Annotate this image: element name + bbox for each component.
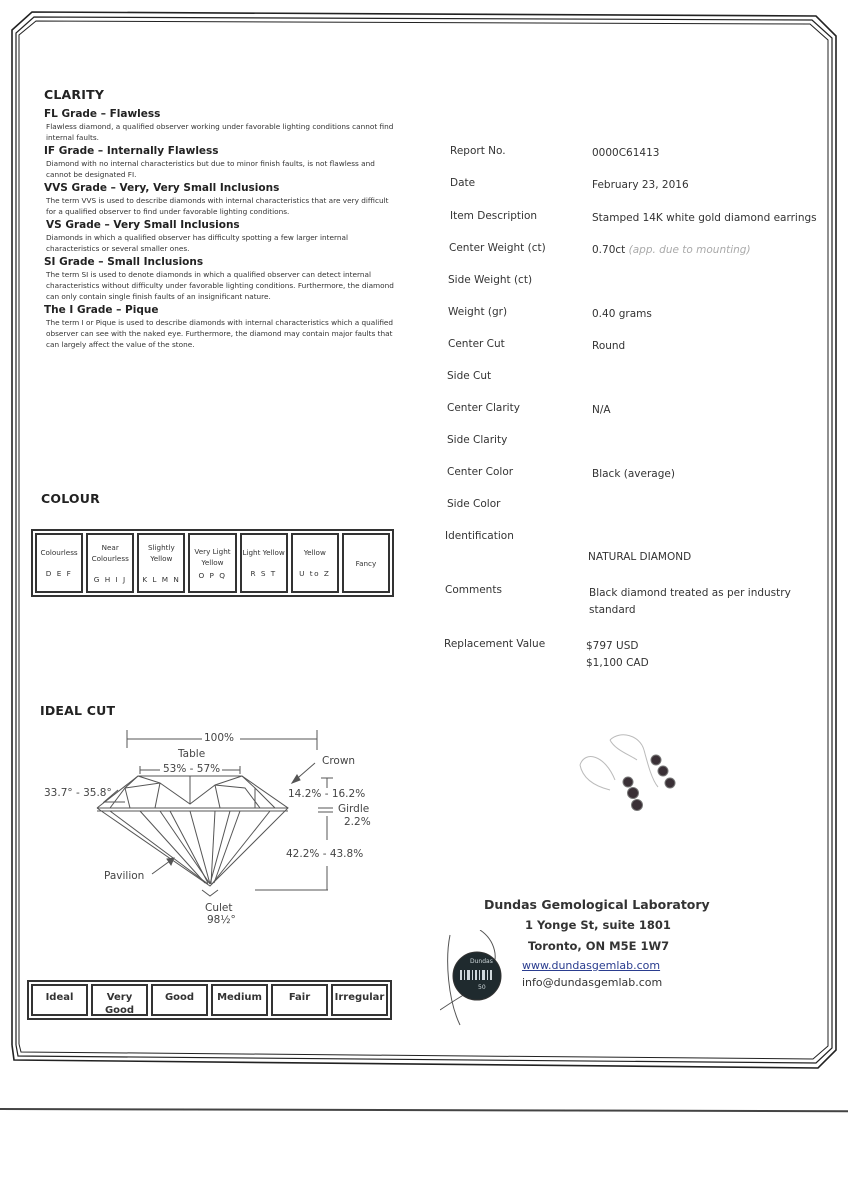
colour-name: Near Colourless xyxy=(91,542,129,563)
grade-description: The term VVS is used to describe diamonds with internal characteristics that are very difficult for a qualified observer to find under favorable lighting conditions. xyxy=(46,196,389,216)
table-range-label: 53% - 57% xyxy=(163,763,221,775)
colour-grades: R S T xyxy=(250,569,277,578)
ideal-cut-diagram xyxy=(30,728,400,928)
field-label: Center Clarity xyxy=(447,402,520,414)
lab-name: Dundas Gemological Laboratory xyxy=(484,897,710,912)
colour-cell-slightly-yellow xyxy=(137,533,185,593)
grade-title: VVS Grade – Very, Very Small Inclusions xyxy=(44,182,280,194)
seal-number: 50 xyxy=(478,984,486,991)
field-value: Stamped 14K white gold diamond earrings xyxy=(592,212,817,224)
field-label: Center Weight (ct) xyxy=(449,242,546,254)
clarity-grade-i xyxy=(44,304,394,350)
seal-hologram-icon xyxy=(440,930,530,1030)
field-label: Side Cut xyxy=(447,370,492,382)
ideal-cut-heading: IDEAL CUT xyxy=(40,703,116,718)
colour-scale-table xyxy=(31,529,394,597)
clarity-grade-vvs xyxy=(44,182,394,217)
colour-name: Fancy xyxy=(355,558,377,568)
lab-website-link[interactable]: www.dundasgemlab.com xyxy=(522,959,661,972)
colour-grades: K L M N xyxy=(142,574,181,584)
colour-grades: U to Z xyxy=(299,569,331,578)
crown-angle-label: 33.7° - 35.8° xyxy=(44,787,112,799)
grade-description: Diamonds in which a qualified observer has difficulty spotting a few larger internal characteristics or several smaller ones. xyxy=(46,233,349,253)
clarity-grade-vs xyxy=(44,219,394,254)
field-label: Center Cut xyxy=(448,338,505,350)
colour-name: Colourless xyxy=(40,548,78,557)
field-label: Side Color xyxy=(447,498,501,510)
colour-cell-colourless xyxy=(35,533,83,593)
colour-grades: D E F xyxy=(45,569,73,578)
colour-heading: COLOUR xyxy=(41,491,100,506)
clarity-grade-if xyxy=(44,145,394,180)
field-label: Replacement Value xyxy=(444,638,546,650)
colour-cell-light-yellow xyxy=(240,533,288,593)
cut-grade-table xyxy=(27,980,392,1020)
cut-grade-ideal: Ideal xyxy=(31,984,88,1016)
cut-grade-medium: Medium xyxy=(211,984,268,1016)
cut-grade-good: Good xyxy=(151,984,208,1016)
cut-grade-fair: Fair xyxy=(271,984,328,1016)
colour-cell-near-colourless xyxy=(86,533,134,593)
field-value xyxy=(592,242,832,259)
total-width-label: 100% xyxy=(204,732,235,744)
grade-title: IF Grade – Internally Flawless xyxy=(44,145,219,157)
earrings-photo xyxy=(570,725,690,845)
center-weight-value: 0.70ct xyxy=(592,244,626,256)
grade-title: The I Grade – Pique xyxy=(44,304,159,316)
field-label: Weight (gr) xyxy=(448,306,508,318)
field-value: Black (average) xyxy=(592,468,675,480)
hologram-seal xyxy=(440,930,530,1030)
culet-label: Culet xyxy=(205,902,233,914)
grade-description: The term SI is used to denote diamonds in which a qualified observer can detect internal characteristics without difficulty under favorable lighting conditions. Furthermore, the diamond can only contain single finish faults of an insignificant nature. xyxy=(46,270,394,301)
field-value: Round xyxy=(592,340,626,352)
earrings-image-icon xyxy=(570,725,690,845)
grade-title: VS Grade – Very Small Inclusions xyxy=(46,219,240,231)
girdle-label: Girdle xyxy=(338,803,370,815)
lab-address-line1: 1 Yonge St, suite 1801 xyxy=(525,918,671,932)
field-value-secondary: $1,100 CAD xyxy=(586,657,649,669)
crown-height-label: 14.2% - 16.2% xyxy=(288,788,366,800)
clarity-grade-fl xyxy=(44,108,394,143)
colour-grades: O P Q xyxy=(198,570,227,580)
colour-name: Slightly Yellow xyxy=(147,542,175,563)
colour-cell-yellow xyxy=(291,533,339,593)
field-label: Report No. xyxy=(450,145,506,157)
pavilion-depth-label: 42.2% - 43.8% xyxy=(286,848,364,860)
clarity-grades xyxy=(44,108,394,352)
colour-grades: G H I J xyxy=(93,574,127,584)
colour-name: Light Yellow xyxy=(242,548,285,557)
field-label: Date xyxy=(450,177,476,189)
scan-edge-line xyxy=(0,1108,848,1112)
colour-cell-very-light-yellow xyxy=(188,533,236,593)
field-label: Side Clarity xyxy=(447,434,508,446)
field-value: $797 USD xyxy=(586,640,639,652)
field-value: February 23, 2016 xyxy=(592,179,689,191)
field-value: 0000C61413 xyxy=(592,147,660,159)
cut-grade-irregular: Irregular xyxy=(331,984,388,1016)
field-value: 0.40 grams xyxy=(592,308,652,320)
grade-description: Diamond with no internal characteristics but due to minor finish faults, is not flawless and cannot be designated FI. xyxy=(46,159,375,179)
colour-name: Yellow xyxy=(303,548,326,557)
field-label: Item Description xyxy=(450,210,538,222)
field-value: NATURAL DIAMOND xyxy=(588,551,692,563)
grade-description: Flawless diamond, a qualified observer working under favorable lighting conditions cannot find internal faults. xyxy=(46,122,394,142)
lab-email: info@dundasgemlab.com xyxy=(522,976,663,989)
field-label: Identification xyxy=(445,530,514,542)
lab-address-line2: Toronto, ON M5E 1W7 xyxy=(528,939,670,953)
pavilion-label: Pavilion xyxy=(104,870,145,882)
clarity-heading: CLARITY xyxy=(44,87,105,102)
seal-text: Dundas xyxy=(470,958,493,965)
field-label: Center Color xyxy=(447,466,514,478)
grade-title: FL Grade – Flawless xyxy=(44,108,161,120)
field-value: N/A xyxy=(592,404,611,416)
field-label: Side Weight (ct) xyxy=(448,274,533,286)
girdle-value-label: 2.2% xyxy=(344,816,371,828)
field-value: Black diamond treated as per industry standard xyxy=(589,587,791,616)
cut-grade-very-good: Very Good xyxy=(91,984,148,1016)
grade-description: The term I or Pique is used to describe diamonds with internal characteristics which a qualified observer can see with the naked eye. Furthermore, the diamond may contain major faults that can largely affect the value of the stone. xyxy=(46,318,394,349)
grade-title: SI Grade – Small Inclusions xyxy=(44,256,204,268)
field-label: Comments xyxy=(445,584,502,596)
colour-cell-fancy xyxy=(342,533,390,593)
culet-angle-label: 98½° xyxy=(207,914,236,926)
table-label: Table xyxy=(178,748,206,760)
colour-name: Very Light Yellow xyxy=(194,546,231,567)
crown-label: Crown xyxy=(322,755,356,767)
center-weight-note: (app. due to mounting) xyxy=(628,244,751,256)
clarity-grade-si xyxy=(44,256,394,302)
